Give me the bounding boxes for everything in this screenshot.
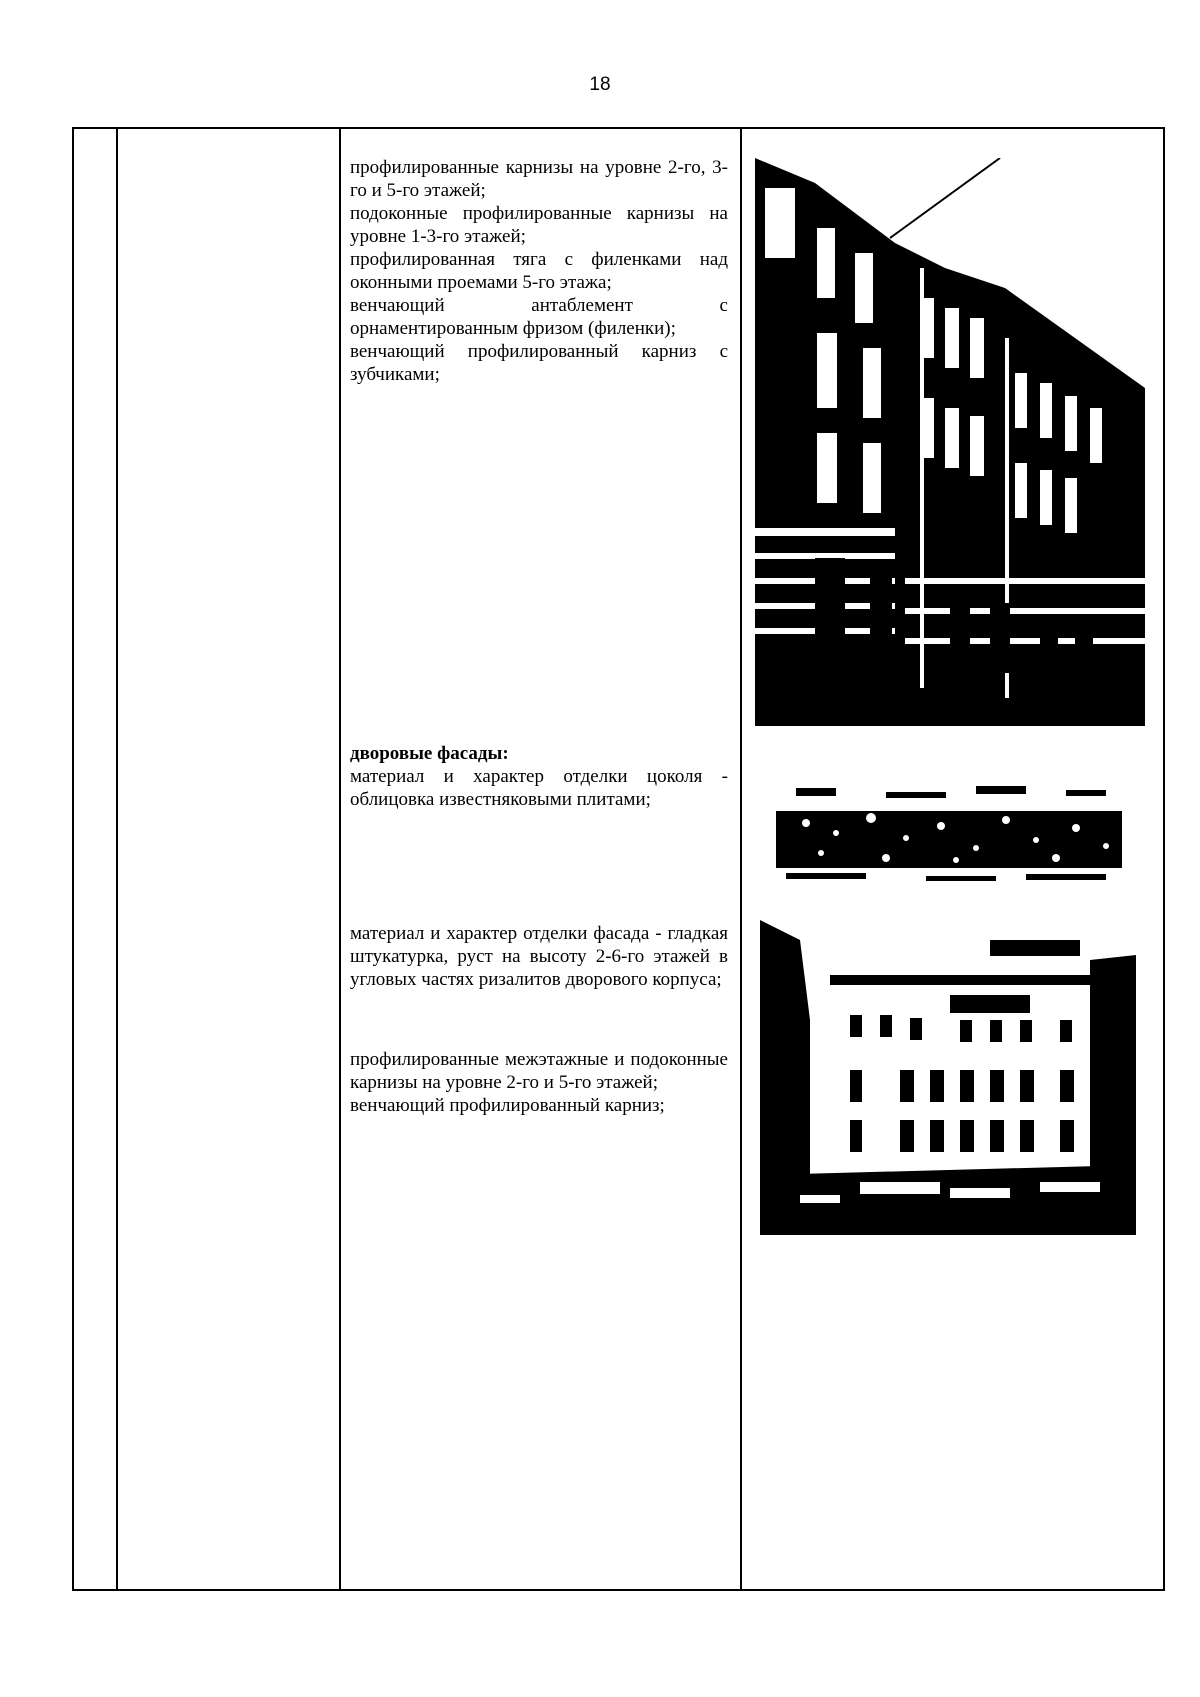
courtyard-cornice-item: профилированные межэтажные и подоконные карнизы на уровне 2-го и 5-го этажей; [350, 1049, 728, 1093]
courtyard-heading: дворовые фасады: [350, 743, 509, 764]
courtyard-plinth-text [350, 742, 728, 811]
column-divider-2 [339, 127, 341, 1591]
page-number: 18 [589, 74, 611, 95]
courtyard-finish-item: материал и характер отделки фасада - гладкая штукатурка, руст на высоту 2-6-го этажей в угловых частях ризалитов дворового корпуса; [350, 923, 728, 990]
courtyard-crowning-item: венчающий профилированный карниз; [350, 1095, 665, 1116]
street-facade-item: профилированные карнизы на уровне 2-го, 3-го и 5-го этажей; [350, 157, 728, 201]
street-facade-item: венчающий профилированный карниз с зубчиками; [350, 341, 728, 385]
courtyard-cornice-text [350, 1048, 728, 1117]
street-facade-item: венчающий антаблемент с орнаментированным фризом (филенки); [350, 295, 728, 339]
courtyard-finish-text [350, 922, 728, 991]
column-divider-3 [740, 127, 742, 1591]
column-divider-1 [116, 127, 118, 1591]
courtyard-facade-photo [760, 920, 1136, 1235]
courtyard-plinth-item: материал и характер отделки цоколя - облицовка известняковыми плитами; [350, 766, 728, 810]
street-facade-text [350, 156, 728, 386]
street-facade-photo [755, 158, 1145, 726]
street-facade-item: профилированная тяга с филенками над оконными проемами 5-го этажа; [350, 249, 728, 293]
street-facade-item: подоконные профилированные карнизы на уровне 1-3-го этажей; [350, 203, 728, 247]
courtyard-plinth-photo [776, 778, 1122, 888]
